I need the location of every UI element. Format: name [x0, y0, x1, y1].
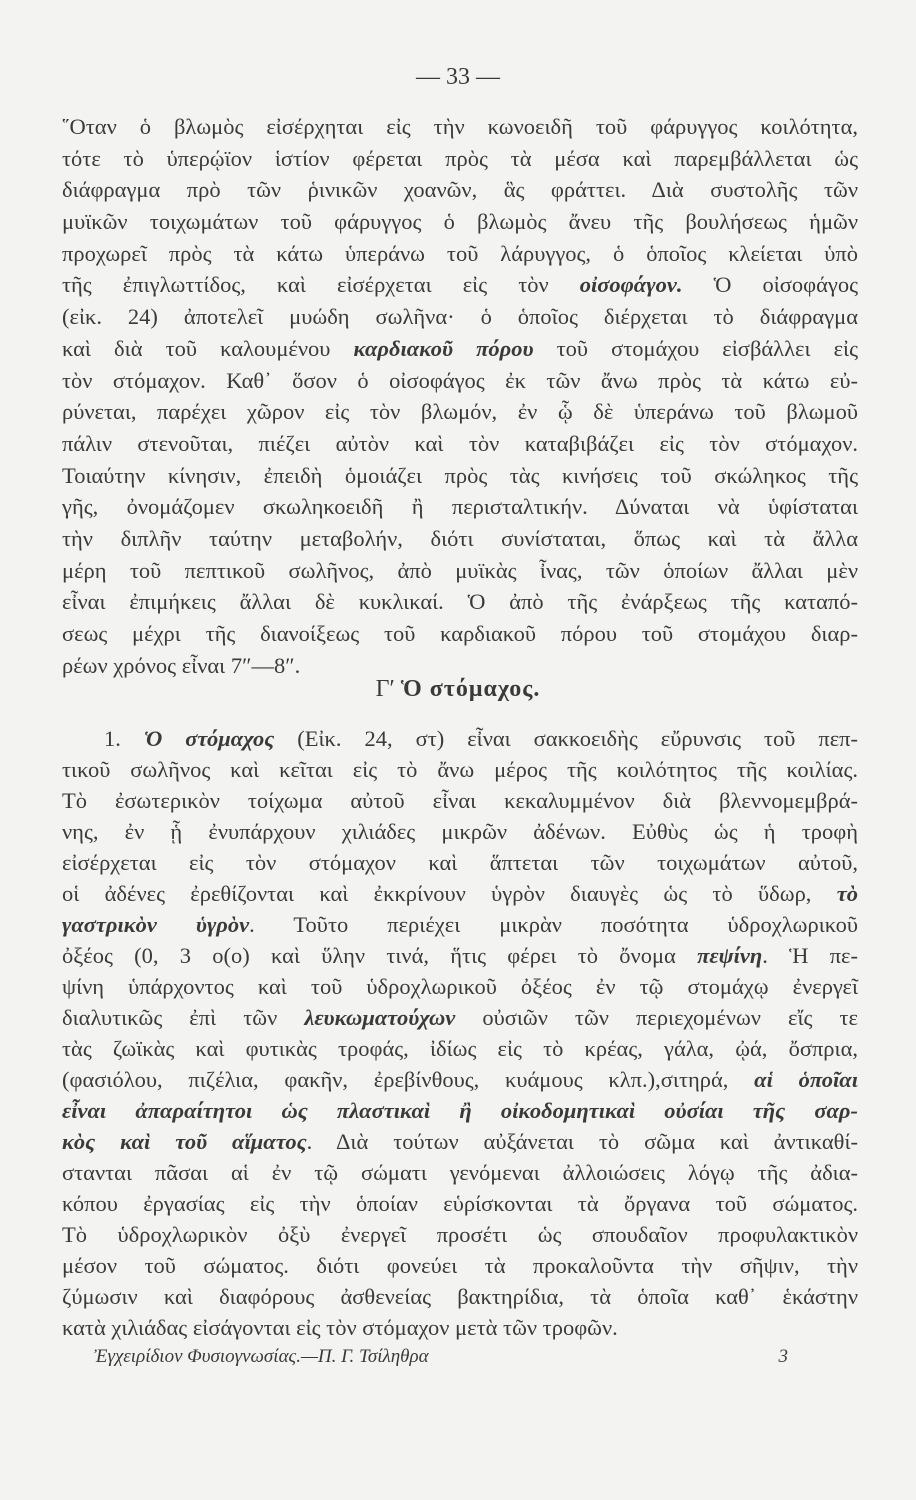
text-segment: οὐσιῶν τῶν περιεχομένων εἴς τε — [455, 1005, 858, 1030]
text-segment: 1. — [104, 726, 144, 751]
text-line — [62, 971, 858, 1002]
text-segment: . Τοῦτο περιέχει μικρὰν ποσότητα ὑδροχλωρικοῦ — [249, 912, 858, 937]
text-segment: στανται πᾶσαι αἱ ἐν τῷ σώματι γενόμεναι ἀλλοιώσεις λόγῳ τῆς ἀδια- — [62, 1160, 858, 1185]
text-segment: οἱ ἀδένες ἐρεθίζονται καὶ ἐκκρίνουν ὑγρὸν διαυγὲς ὡς τὸ ὕδωρ, — [62, 881, 837, 906]
text-segment: ρέων χρόνος εἶναι 7″—8″. — [62, 652, 301, 678]
text-line — [62, 1126, 858, 1157]
text-line — [62, 878, 858, 909]
text-segment: καὶ διὰ τοῦ καλουμένου — [62, 335, 354, 361]
text-line — [62, 428, 858, 460]
text-line — [62, 301, 858, 333]
text-segment: μυϊκῶν τοιχωμάτων τοῦ φάρυγγος ὁ βλωμὸς ἄνευ τῆς βουλήσεως ἡμῶν — [62, 209, 858, 235]
text-segment: πάλιν στενοῦται, πιέζει αὐτὸν καὶ τὸν καταβιβάζει εἰς τὸν στόμαχον. — [62, 430, 858, 456]
footer-signature: Ἐγχειρίδιον Φυσιογνωσίας.—Π. Γ. Τσίληθρα — [94, 1346, 429, 1367]
text-segment: γῆς, ὀνομάζομεν σκωληκοειδῆ ἢ περισταλτικήν. Δύναται νὰ ὑφίσταται — [62, 494, 858, 520]
text-segment: . Ἡ πε- — [762, 943, 859, 968]
text-segment: τὰς ζωϊκὰς καὶ φυτικὰς τροφάς, ἰδίως εἰς τὸ κρέας, γάλα, ᾠά, ὄσπρια, — [62, 1036, 858, 1061]
text-line — [62, 491, 858, 523]
text-segment: Τὸ ὑδροχλωρικὸν ὀξὺ ἐνεργεῖ προσέτι ὡς σπουδαῖον προφυλακτικὸν — [62, 1222, 858, 1247]
text-segment: Τὸ ἐσωτερικὸν τοίχωμα αὐτοῦ εἶναι κεκαλυμμένον διὰ βλεννομεμβρά- — [62, 788, 858, 813]
paragraph-esophagus — [62, 111, 858, 681]
emphasized-term: τὸ — [836, 881, 858, 906]
text-segment: (εἰκ. 24) ἀποτελεῖ μυώδη σωλῆνα· ὁ ὁποῖος διέρχεται τὸ διάφραγμα — [62, 304, 858, 330]
text-segment: τῆς ἐπιγλωττίδος, καὶ εἰσέρχεται εἰς τὸν — [62, 272, 580, 298]
text-line — [62, 365, 858, 397]
text-line — [62, 1002, 858, 1033]
emphasized-term: γαστρικὸν ὑγρὸν — [62, 912, 250, 937]
text-segment: ῞Οταν ὁ βλωμὸς εἰσέρχηται εἰς τὴν κωνοειδῆ τοῦ φάρυγγος κοιλότητα, — [62, 114, 858, 139]
text-line — [62, 555, 858, 587]
page-number: — 33 — — [416, 64, 500, 90]
text-segment: (φασιόλου, πιζέλια, φακῆν, ἐρεβίνθους, κυάμους κλπ.),σιτηρά, — [62, 1067, 755, 1092]
text-segment: προχωρεῖ πρὸς τὰ κάτω ὑπεράνω τοῦ λάρυγγος, ὁ ὁποῖος κλείεται ὑπὸ — [62, 240, 858, 266]
text-segment: μέρη τοῦ πεπτικοῦ σωλῆνος, ἀπὸ μυϊκὰς ἶνας, τῶν ὁποίων ἄλλαι μὲν — [62, 557, 858, 583]
text-line — [62, 1281, 858, 1312]
text-segment: μέσον τοῦ σώματος. διότι φονεύει τὰ προκαλοῦντα τὴν σῆψιν, τὴν — [62, 1253, 858, 1278]
text-segment: Τοιαύτην κίνησιν, ἐπειδὴ ὁμοιάζει πρὸς τὰς κινήσεις τοῦ σκώληκος τῆς — [62, 462, 858, 488]
text-segment: τότε τὸ ὑπερῴϊον ἱστίον φέρεται πρὸς τὰ μέσα καὶ παρεμβάλλεται ὡς — [62, 145, 858, 171]
text-segment: εἰσέρχεται εἰς τὸν στόμαχον καὶ ἅπτεται τῶν τοιχωμάτων αὐτοῦ, — [62, 850, 858, 875]
text-line — [62, 460, 858, 492]
text-line — [62, 723, 858, 754]
text-line — [62, 111, 858, 143]
text-line — [62, 940, 858, 971]
text-line — [62, 396, 858, 428]
text-line — [62, 1095, 858, 1126]
text-segment: ζύμωσιν καὶ διαφόρους ἀσθενείας βακτηρίδια, τὰ ὁποῖα καθ᾽ ἑκάστην — [62, 1284, 858, 1309]
text-line — [62, 816, 858, 847]
section-title: Ὁ στόμαχος. — [400, 676, 541, 702]
text-segment: . Διὰ τούτων αὐξάνεται τὸ σῶμα καὶ ἀντικαθί- — [306, 1129, 858, 1154]
text-segment: σεως μέχρι τῆς διανοίξεως τοῦ καρδιακοῦ πόρου τοῦ στομάχου διαρ- — [62, 621, 858, 646]
text-line — [62, 1312, 858, 1343]
emphasized-term: καρδιακοῦ πόρου — [353, 335, 534, 361]
emphasized-term: οἰσοφάγον. — [579, 272, 683, 298]
text-line — [62, 1033, 858, 1064]
text-line — [62, 206, 858, 238]
footer-sheet-number: 3 — [778, 1346, 788, 1367]
text-line — [62, 909, 858, 940]
text-line — [62, 1157, 858, 1188]
emphasized-term: αἱ ὁποῖαι — [754, 1067, 858, 1092]
emphasized-term: κὸς καὶ τοῦ αἵματος — [62, 1129, 307, 1154]
text-line — [62, 618, 858, 650]
text-line — [62, 785, 858, 816]
text-line — [62, 1250, 858, 1281]
text-segment: κατὰ χιλιάδας εἰσάγονται εἰς τὸν στόμαχον μετὰ τῶν τροφῶν. — [62, 1315, 618, 1340]
text-segment: ψίνη ὑπάρχοντος καὶ τοῦ ὑδροχλωρικοῦ ὀξέος ἐν τῷ στομάχῳ ἐνεργεῖ — [62, 974, 858, 999]
text-segment: τὸν στόμαχον. Καθ᾽ ὅσον ὁ οἰσοφάγος ἐκ τῶν ἄνω πρὸς τὰ κάτω εὐ- — [62, 367, 858, 393]
emphasized-term: Ὁ στόμαχος — [143, 726, 275, 751]
text-line — [62, 754, 858, 785]
text-segment: ὀξέος (0, 3 ο(ο) καὶ ὕλην τινά, ἥτις φέρει τὸ ὄνομα — [62, 943, 698, 968]
page-footer — [94, 1346, 788, 1368]
text-segment: διάφραγμα πρὸ τῶν ῥινικῶν χοανῶν, ἃς φράττει. Διὰ συστολῆς τῶν — [62, 177, 858, 203]
text-line — [62, 174, 858, 206]
text-segment: νης, ἐν ᾗ ἐνυπάρχουν χιλιάδες μικρῶν ἀδένων. Εὐθὺς ὡς ἡ τροφὴ — [62, 819, 858, 844]
text-segment: Ὁ οἰσοφάγος — [682, 272, 859, 298]
text-line — [62, 1219, 858, 1250]
text-segment: ρύνεται, παρέχει χῶρον εἰς τὸν βλωμόν, ἐν ᾧ δὲ ὑπεράνω τοῦ βλωμοῦ — [62, 399, 858, 425]
text-line — [62, 269, 858, 301]
text-segment: (Εἰκ. 24, στ) εἶναι σακκοειδὴς εὔρυνσις τοῦ πεπ- — [274, 726, 858, 751]
emphasized-term: εἶναι ἀπαραίτητοι ὡς πλαστικαὶ ἢ οἰκοδομητικαὶ οὐσίαι τῆς σαρ- — [62, 1098, 858, 1123]
text-line — [62, 1188, 858, 1219]
text-line — [62, 238, 858, 270]
section-number: Γ′ — [375, 676, 395, 702]
text-line — [62, 586, 858, 618]
text-segment: τικοῦ σωλῆνος καὶ κεῖται εἰς τὸ ἄνω μέρος τῆς κοιλότητος τῆς κοιλίας. — [62, 757, 858, 782]
text-segment: τοῦ στομάχου εἰσβάλλει εἰς — [533, 335, 858, 361]
section-heading — [0, 676, 916, 703]
paragraph-stomach — [62, 723, 858, 1343]
emphasized-term: λευκωματούχων — [304, 1005, 456, 1030]
text-line — [62, 333, 858, 365]
text-line — [62, 523, 858, 555]
text-line — [62, 143, 858, 175]
text-line — [62, 847, 858, 878]
text-segment: κόπου ἐργασίας εἰς τὴν ὁποίαν εὑρίσκονται τὰ ὄργανα τοῦ σώματος. — [62, 1191, 858, 1216]
emphasized-term: πεψίνη — [697, 943, 763, 968]
text-line — [62, 1064, 858, 1095]
text-segment: τὴν διπλῆν ταύτην μεταβολήν, διότι συνίσταται, ὅπως καὶ τὰ ἄλλα — [62, 525, 858, 551]
text-segment: διαλυτικῶς ἐπὶ τῶν — [62, 1005, 305, 1030]
text-segment: εἶναι ἐπιμήκεις ἄλλαι δὲ κυκλικαί. Ὁ ἀπὸ τῆς ἐνάρξεως τῆς καταπό- — [62, 589, 858, 615]
